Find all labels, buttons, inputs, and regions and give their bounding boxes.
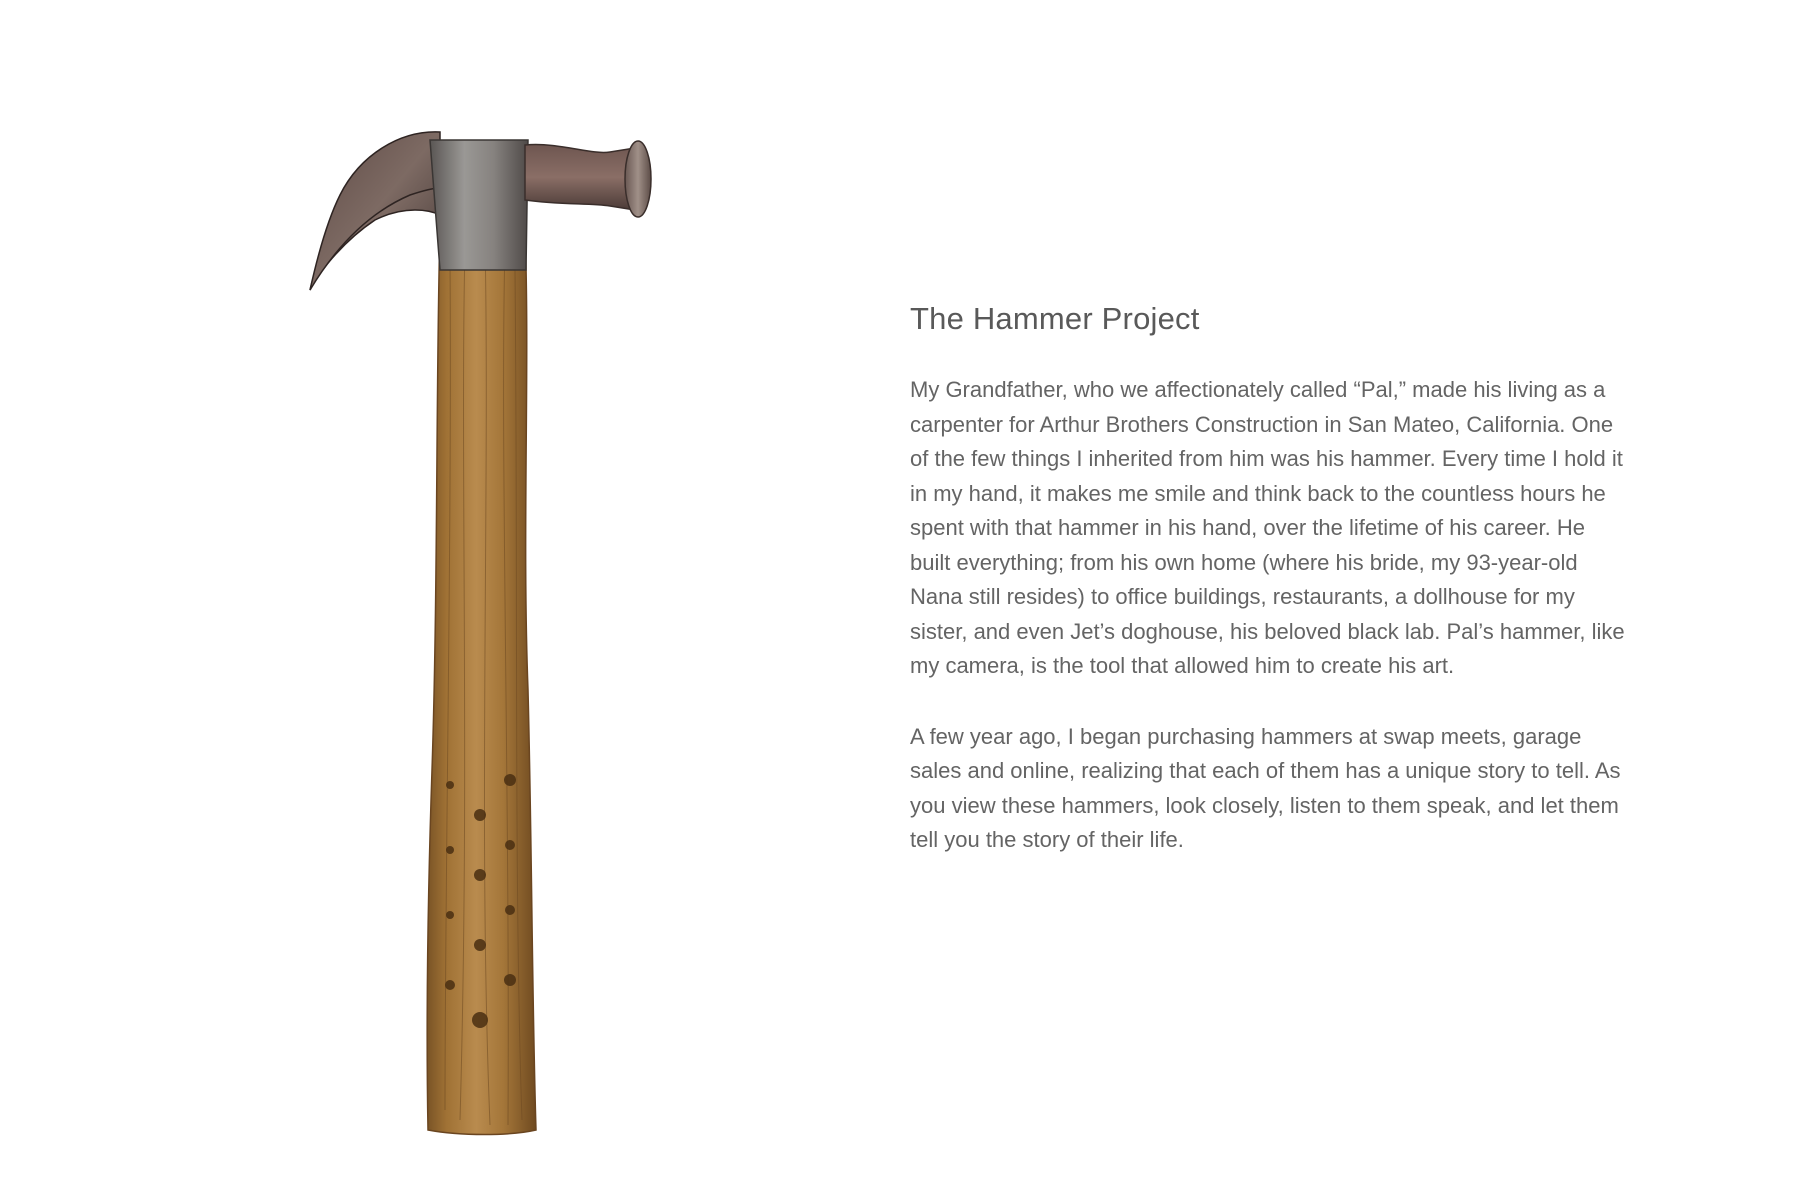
page-title: The Hammer Project xyxy=(910,301,1200,336)
second-paragraph: A few year ago, I began purchasing hammers at swap meets, garage sales and online, realizing that each of them has a unique story to tell. As you view these hammers, look closely, listen to them speak, and let them tell you the story of their life. xyxy=(910,723,1621,853)
hammer-image xyxy=(300,70,700,1140)
article xyxy=(910,300,1625,894)
intro-paragraph: My Grandfather, who we affectionately called “Pal,” made his living as a carpenter for Arthur Brothers Construction in San Mateo, California. One of the few things I inherited from him was his hammer. Every time I hold it in my hand, it makes me smile and think back to the countless hours he spent with that hammer in his hand, over the lifetime of his career. He built everything; from his own home (where his bride, my 93-year-old Nana still resides) to office buildings, restaurants, a dollhouse for my sister, and even Jet’s doghouse, his beloved black lab. Pal’s hammer, like my camera, is the tool that allowed him to create his art. xyxy=(910,377,1625,679)
hammer-icon xyxy=(300,70,700,1140)
